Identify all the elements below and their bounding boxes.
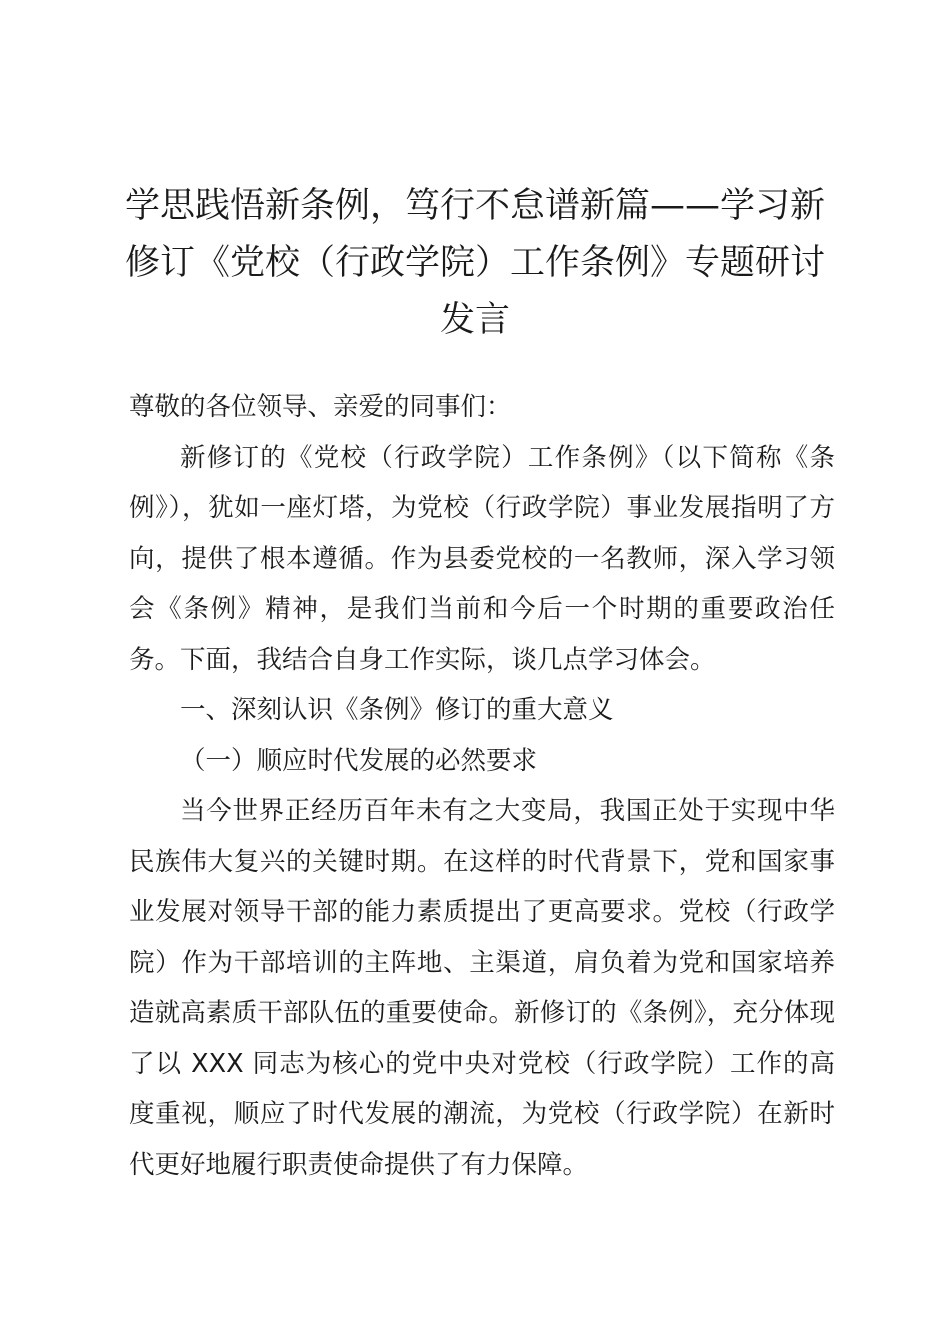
subsection-heading: （一）顺应时代发展的必然要求: [180, 745, 538, 776]
document-title: 学思践悟新条例，笃行不怠谱新篇——学习新修订《党校（行政学院）工作条例》专题研讨发言: [124, 186, 825, 340]
intro-paragraph: 新修订的《党校（行政学院）工作条例》（以下简称《条例》），犹如一座灯塔，为党校（行政学院）事业发展指明了方向，提供了根本遵循。作为县委党校的一名教师，深入学习领会《条例》精神，是我们当前和今后一个时期的重要政治任务。下面，我结合自身工作实际，谈几点学习体会。: [129, 442, 835, 675]
document-body: [129, 382, 835, 1190]
section-heading: 一、深刻认识《条例》修订的重大意义: [180, 695, 614, 725]
body-paragraph: 当今世界正经历百年未有之大变局，我国正处于实现中华民族伟大复兴的关键时期。在这样的时代背景下，党和国家事业发展对领导干部的能力素质提出了更高要求。党校（行政学院）作为干部培训的主阵地、主渠道，肩负着为党和国家培养造就高素质干部队伍的重要使命。新修订的《条例》，充分体现了以 XXX 同志为核心的党中央对党校（行政学院）工作的高度重视，顺应了时代发展的潮流，为党校（行政学院）在新时代更好地履行职责使命提供了有力保障。: [129, 796, 835, 1180]
salutation: 尊敬的各位领导、亲爱的同事们：: [129, 392, 512, 422]
